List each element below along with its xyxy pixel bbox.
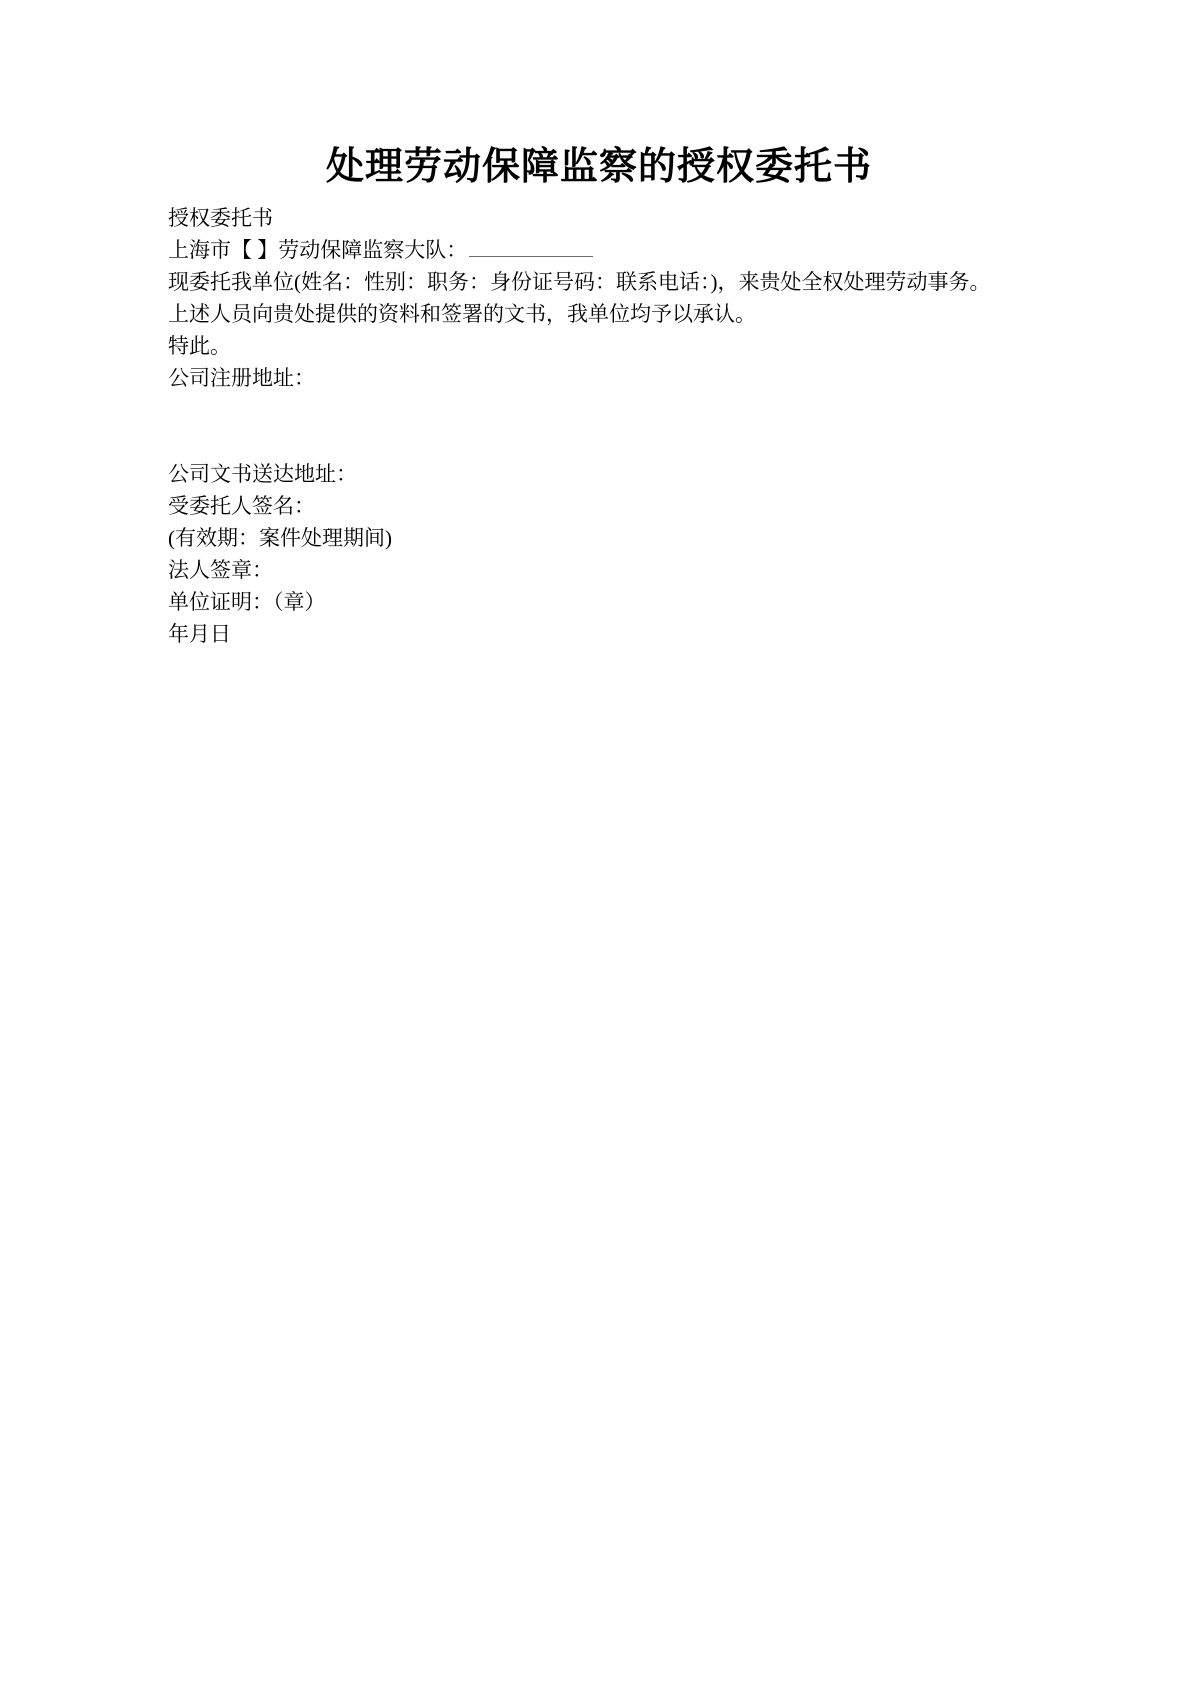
document-title: 处理劳动保障监察的授权委托书 xyxy=(325,146,872,188)
recipient-line xyxy=(168,234,1030,266)
fill-in-blank-line xyxy=(469,236,593,257)
body-line-hereby: 特此。 xyxy=(168,334,231,358)
document-subtitle: 授权委托书 xyxy=(168,206,273,230)
blank-gap xyxy=(168,394,1030,458)
body-line-delegation: 现委托我单位(姓名：性别：职务：身份证号码：联系电话：)，来贵处全权处理劳动事务。 xyxy=(168,270,991,294)
footer-line-legal-person-seal: 法人签章： xyxy=(168,558,273,582)
body-line-registered-address: 公司注册地址： xyxy=(168,366,315,390)
document-content xyxy=(0,0,1190,650)
body-line-acknowledgement: 上述人员向贵处提供的资料和签署的文书，我单位均予以承认。 xyxy=(168,302,756,326)
footer-line-unit-certificate: 单位证明：（章） xyxy=(168,590,326,614)
footer-line-delivery-address: 公司文书送达地址： xyxy=(168,462,357,486)
footer-line-validity-period: (有效期：案件处理期间) xyxy=(168,526,392,550)
footer-line-trustee-signature: 受委托人签名： xyxy=(168,494,315,518)
footer-line-date: 年月日 xyxy=(168,622,231,646)
recipient-label: 上海市【 】劳动保障监察大队： xyxy=(168,238,468,262)
